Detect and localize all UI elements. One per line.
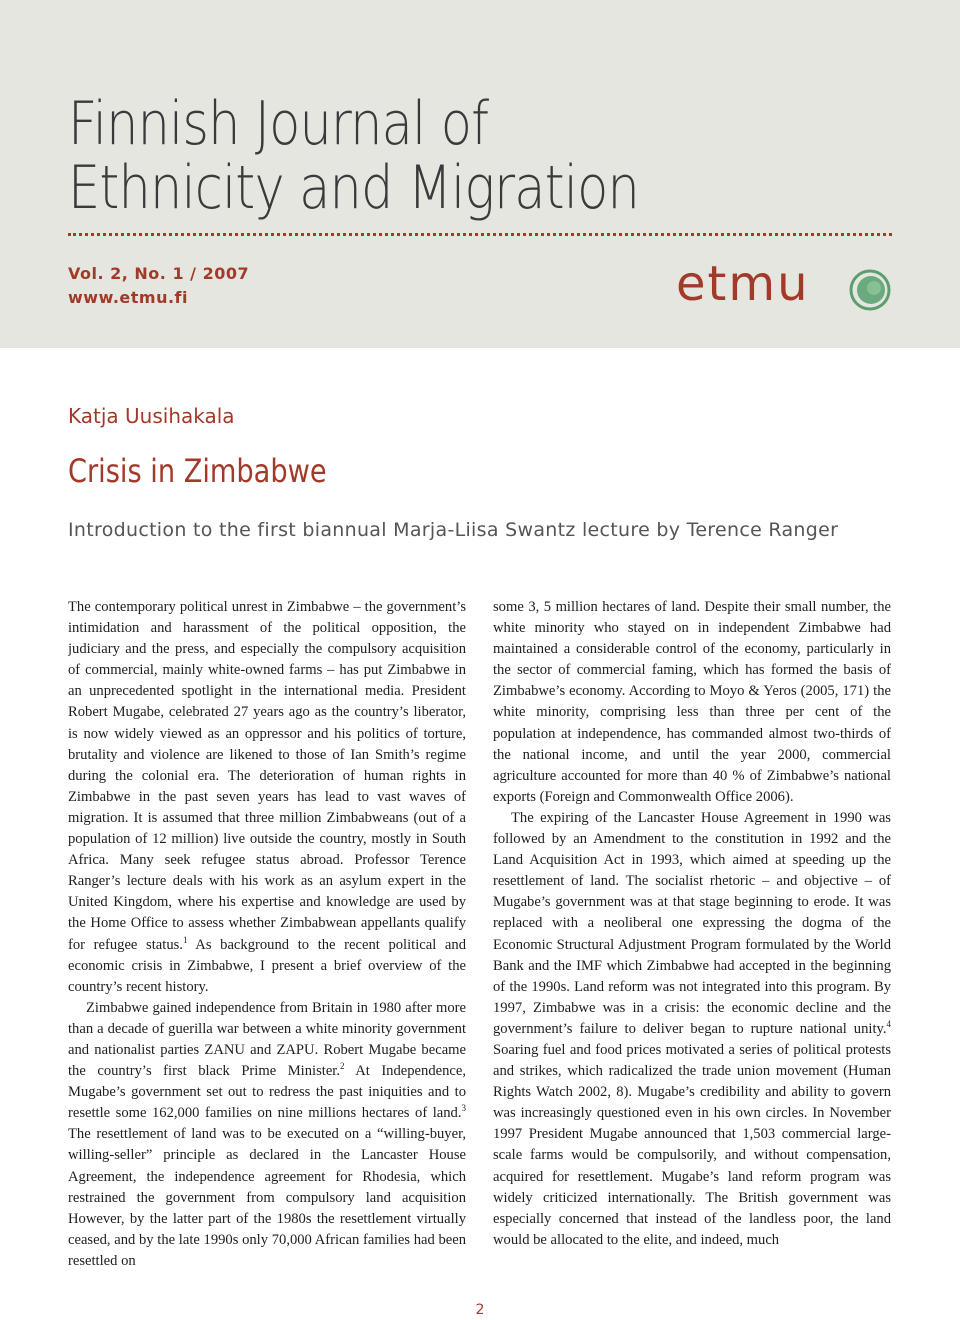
footnote-ref[interactable]: 3	[461, 1103, 466, 1114]
logo-circle-icon	[848, 268, 892, 312]
issue-info	[68, 262, 249, 310]
article-author: Katja Uusihakala	[68, 404, 235, 428]
journal-title-line1: Finnish Journal of	[68, 89, 489, 159]
footnote-ref[interactable]: 1	[182, 934, 188, 945]
body-column-left	[68, 597, 466, 1297]
logo-wordmark: etmu	[676, 256, 810, 312]
article-title: Crisis in Zimbabwe	[68, 452, 327, 490]
article-subtitle: Introduction to the first biannual Marja-Liisa Swantz lecture by Terence Ranger	[68, 519, 839, 541]
paragraph: The contemporary political unrest in Zimbabwe – the government’s intimidation and harassment of the political opposition, the judiciary and the press, and especially the compulsory acquisition of commercial, mainly white-owned farms – has put Zimbabwe in an unprecedented spotlight in the international media. President Robert Mugabe, celebrated 27 years ago as the country’s liberator, is now widely viewed as an oppressor and his politics of torture, brutality and violence are likened to those of Ian Smith’s regime during the colonial era. The deterioration of human rights in Zimbabwe in the past seven years has lead to vast waves of migration. It is assumed that three million Zimbabweans (out of a population of 12 million) live outside the country, mostly in South Africa. Many seek refugee status abroad. Professor Terence Ranger’s lecture deals with his work as an asylum expert in the United Kingdom, where his expertise and knowledge are used by the Home Office to assess whether Zimbabwean appellants qualify for refugee status.$^1$ As background to the recent political and economic crisis in Zimbabwe, I present a brief overview of the country’s recent history.	[68, 599, 466, 995]
etmu-logo	[676, 256, 896, 312]
journal-title	[68, 89, 765, 223]
website-link[interactable]: www.etmu.fi	[68, 288, 188, 307]
body-column-right	[493, 597, 891, 1297]
dotted-divider	[68, 233, 892, 236]
footnote-ref[interactable]: 4	[886, 1019, 891, 1030]
paragraph: some 3, 5 million hectares of land. Despite their small number, the white minority who stayed on in independent Zimbabwe had maintained a considerable control of the economy, particularly in the sector of commercial faming, which has formed the basis of Zimbabwe’s economy. According to Moyo & Yeros (2005, 171) the white minority, comprising less than three per cent of the population at independence, has commanded almost two-thirds of the national income, and until the year 2000, commercial agriculture accounted for more than 40 % of Zimbabwe’s national exports (Foreign and Commonwealth Office 2006).	[493, 599, 891, 805]
paragraph: The expiring of the Lancaster House Agreement in 1990 was followed by an Amendment to the constitution in 1992 and the Land Acquisition Act in 1993, which aimed at speeding up the resettlement of land. The socialist rhetoric – and objective – of Mugabe’s government was at that stage beginning to erode. It was replaced with a neoliberal one expressing the dogma of the Economic Structural Adjustment Program formulated by the World Bank and the IMF which Zimbabwe had accepted in the beginning of the 1990s. Land reform was not integrated into this program. By 1997, Zimbabwe was in a crisis: the economic decline and the government’s failure to deliver began to rupture national unity.$^4$ Soaring fuel and food prices motivated a series of political protests and strikes, which radicalized the trade union movement (Human Rights Watch 2002, 8). Mugabe’s credibility and ability to govern was increasingly questioned even in his own circles. In November 1997 President Mugabe announced that 1,503 commercial large-scale farms would be compulsorily, and without compensation, acquired for resettlement. Mugabe’s land reform program was widely criticized internationally. The British government was especially concerned that instead of the landless poor, the land would be allocated to the elite, and indeed, much	[493, 809, 891, 1248]
journal-header	[0, 0, 960, 348]
journal-title-line2: Ethnicity and Migration	[68, 153, 639, 223]
footnote-ref[interactable]: 2	[340, 1061, 345, 1072]
page-number: 2	[475, 1302, 485, 1318]
paragraph: Zimbabwe gained independence from Britain in 1980 after more than a decade of guerilla war between a white minority government and nationalist parties ZANU and ZAPU. Robert Mugabe became the country’s first black Prime Minister.$^2$ At Independence, Mugabe’s government set out to redress the past iniquities and to resettle some 162,000 families on nine millions hectares of land.$^3$ The resettlement of land was to be executed on a “willing-buyer, willing-seller” principle as declared in the Lancaster House Agreement, the independence agreement for Rhodesia, which restrained the government from compulsory land acquisition However, by the latter part of the 1980s the resettlement virtually ceased, and by the late 1990s only 70,000 African families had been resettled on	[68, 999, 466, 1269]
issue-number: Vol. 2, No. 1 / 2007	[68, 264, 250, 283]
